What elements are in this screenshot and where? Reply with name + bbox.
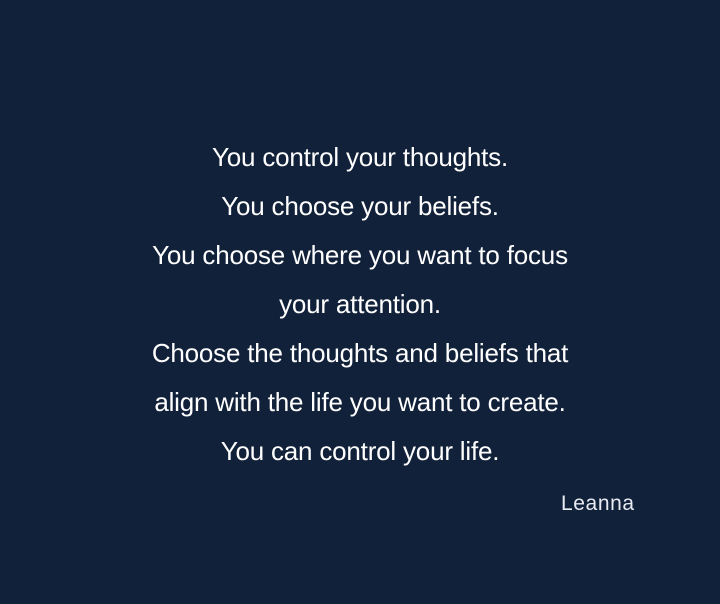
quote-line: You choose where you want to focus [152, 240, 568, 270]
quote-line: align with the life you want to create. [154, 387, 566, 417]
quote-line: You choose your beliefs. [221, 191, 499, 221]
quote-line: You control your thoughts. [212, 142, 508, 172]
quote-line: You can control your life. [220, 436, 500, 466]
author-signature: Leanna [561, 492, 635, 515]
quote-line: your attention. [279, 289, 441, 319]
quote-text [0, 133, 720, 476]
quote-line: Choose the thoughts and beliefs that [151, 338, 569, 368]
